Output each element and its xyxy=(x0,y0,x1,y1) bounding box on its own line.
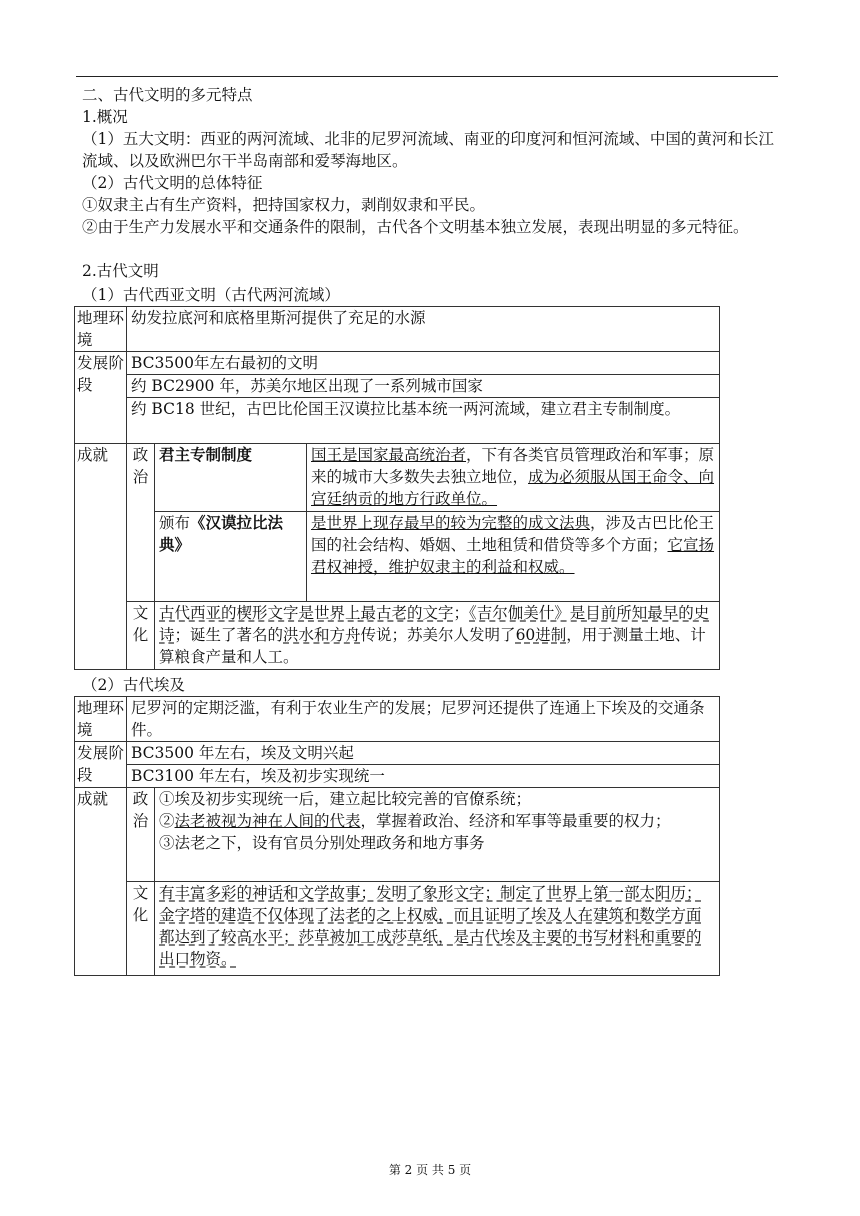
pol-1-title xyxy=(155,444,307,512)
culture-h: ，用于测量土地、计算粮食产量和人工。 xyxy=(159,626,706,666)
pol-2-title-text: 《汉谟拉比法典》 xyxy=(159,513,284,554)
stage-1: BC3500年左右最初的文明 xyxy=(127,352,720,375)
culture-label: 文化 xyxy=(127,602,155,670)
overview-item1: （1）五大文明：西亚的两河流域、北非的尼罗河流域、南亚的印度河和恒河流域、中国的黄河和长江流域、以及欧洲巴尔干半岛南部和爱琴海地区。 xyxy=(82,130,774,170)
egypt-stage-1: BC3500 年左右，埃及文明兴起 xyxy=(127,742,720,765)
pol-2-text-a: 是世界上现存最早的较为完整的成文法典 xyxy=(311,514,591,532)
egypt-achievement-label: 成就 xyxy=(75,788,127,976)
pol-1-text-c: 成为必须服从国王命令、向宫廷纳贡的地方行政单位。 xyxy=(311,468,715,508)
stage-label: 发展阶段 xyxy=(75,352,127,444)
culture-e: 洪水和方舟 xyxy=(283,626,361,644)
geo-text: 幼发拉底河和底格里斯河提供了充足的水源 xyxy=(127,307,720,352)
egypt-pol-3: ③法老之下，设有官员分别处理政务和地方事务 xyxy=(159,834,485,852)
culture-b: ； xyxy=(453,604,470,622)
overview-item2-a: ①奴隶主占有生产资料，把持国家权力，剥削奴隶和平民。 xyxy=(82,196,486,214)
egypt-pol-2-b: 法老被视为神在人间的代表 xyxy=(174,812,361,830)
achievement-label: 成就 xyxy=(75,444,127,670)
politics-label: 政治 xyxy=(127,444,155,602)
pol-1-text-b: ，下有各类官员管理政治和军事；原来的城市大多数失去独立地位， xyxy=(311,446,715,486)
ancient-heading: 2.古代文明 xyxy=(82,262,159,280)
egypt-pol-2 xyxy=(159,810,715,832)
west-asia-table xyxy=(74,306,720,670)
pol-1-title-text: 君主专制制度 xyxy=(159,445,253,464)
culture-a: 古代西亚的楔形文字是世界上最古老的文字 xyxy=(159,604,454,622)
egypt-culture-text xyxy=(155,882,720,976)
culture-d: ；诞生了著名的 xyxy=(174,626,284,644)
header-rule xyxy=(76,76,778,77)
pol-1-text xyxy=(307,444,720,512)
egypt-stage-label: 发展阶段 xyxy=(75,742,127,788)
egypt-pol-2-c: ，掌握着政治、经济和军事等最重要的权力； xyxy=(360,812,671,830)
egypt-pol-2-a: ② xyxy=(159,812,175,830)
overview-item2-heading: （2）古代文明的总体特征 xyxy=(82,174,263,192)
egypt-culture-content: 有丰富多彩的神话和文学故事；发明了象形文字；制定了世界上第一部太阳历；金字塔的建造不仅体现了法老的之上权威，而且证明了埃及人在建筑和数学方面都达到了较高水平；莎草被加工成莎草纸，是古代埃及主要的书写材料和重要的出口物资。 xyxy=(159,884,702,968)
culture-g: 60进制 xyxy=(515,626,567,644)
overview-heading: 1.概况 xyxy=(82,108,128,126)
pol-2-title xyxy=(155,512,307,602)
page-footer: 第 2 页 共 5 页 xyxy=(388,1163,472,1177)
section-title: 二、古代文明的多元特点 xyxy=(82,86,253,104)
pol-2-text-b: ，涉及古巴比伦王国的社会结构、婚姻、土地租赁和借贷等多个方面； xyxy=(311,514,715,554)
overview-item2-b: ②由于生产力发展水平和交通条件的限制，古代各个文明基本独立发展，表现出明显的多元特征。 xyxy=(82,218,749,236)
egypt-title: （2）古代埃及 xyxy=(82,676,185,694)
egypt-culture-label: 文化 xyxy=(127,882,155,976)
west-asia-title: （1）古代西亚文明（古代两河流域） xyxy=(82,286,340,304)
pol-2-prefix: 颁布 xyxy=(159,514,191,532)
stage-3: 约 BC18 世纪，古巴比伦国王汉谟拉比基本统一两河流域，建立君主专制制度。 xyxy=(127,398,720,444)
egypt-pol-1: ①埃及初步实现统一后，建立起比较完善的官僚系统； xyxy=(159,790,532,808)
pol-2-text xyxy=(307,512,720,602)
geo-label: 地理环境 xyxy=(75,307,127,352)
egypt-geo-label: 地理环境 xyxy=(75,697,127,742)
pol-2-text-c: 它宣扬君权神授，维护奴隶主的利益和权威。 xyxy=(311,536,715,576)
stage-2: 约 BC2900 年，苏美尔地区出现了一系列城市国家 xyxy=(127,375,720,398)
egypt-stage-2: BC3100 年左右，埃及初步实现统一 xyxy=(127,765,720,788)
egypt-politics-text xyxy=(155,788,720,882)
egypt-table xyxy=(74,696,720,976)
culture-f: 传说；苏美尔人发明了 xyxy=(360,626,516,644)
egypt-politics-label: 政治 xyxy=(127,788,155,882)
culture-text xyxy=(155,602,720,670)
pol-1-text-a: 国王是国家最高统治者 xyxy=(311,446,467,464)
culture-c: 《吉尔伽美什》是目前所知最早的史诗 xyxy=(159,604,710,644)
egypt-geo-text: 尼罗河的定期泛滥，有利于农业生产的发展；尼罗河还提供了连通上下埃及的交通条件。 xyxy=(127,697,720,742)
